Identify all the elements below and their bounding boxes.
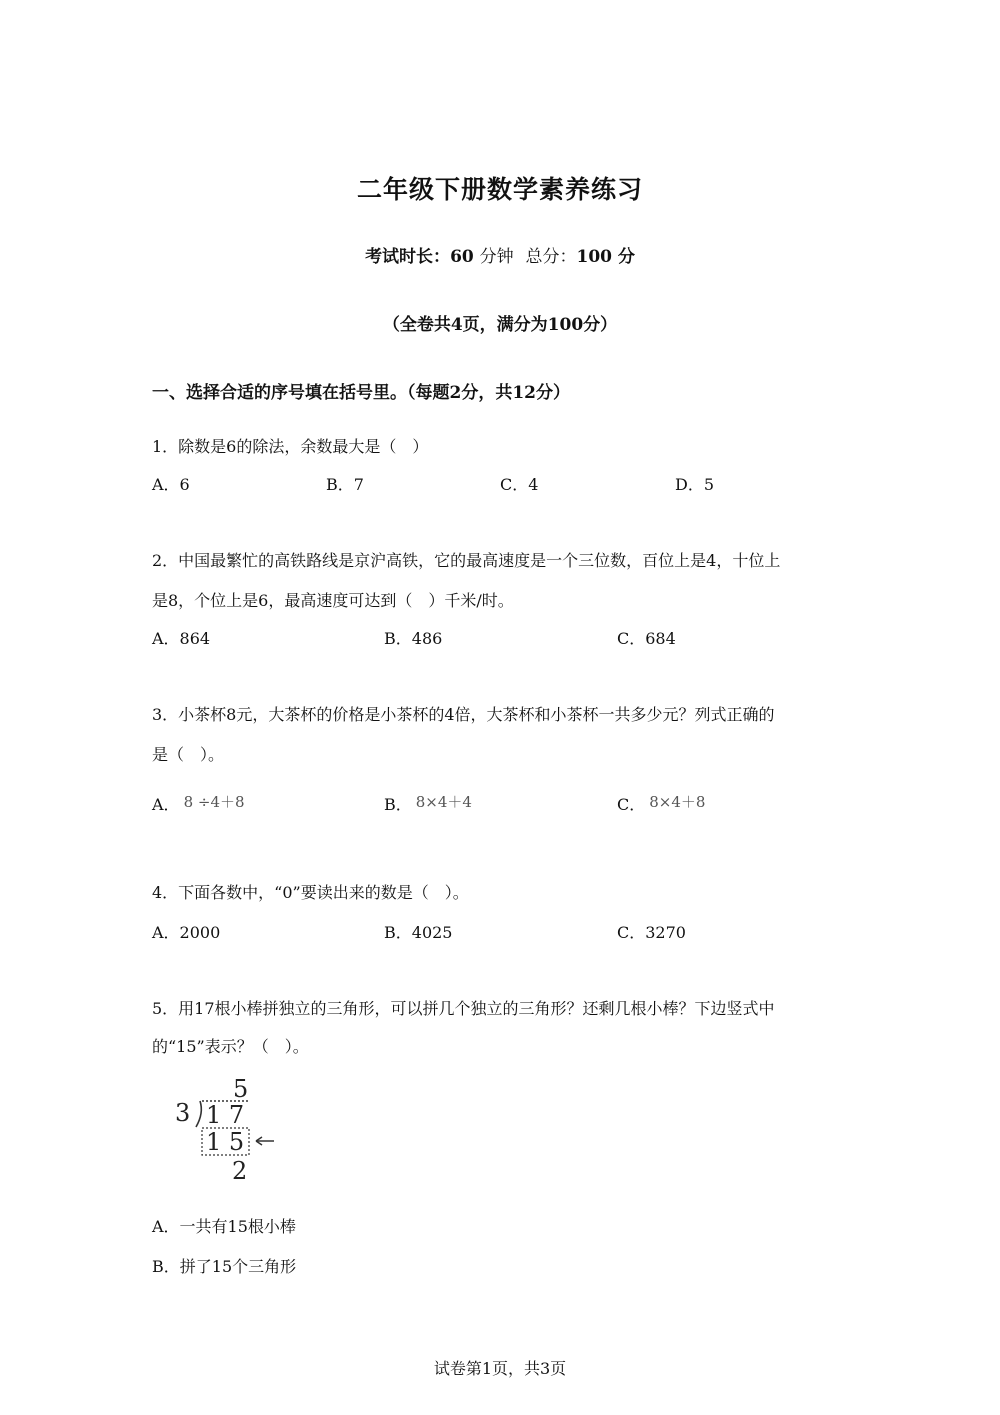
division-bracket <box>196 1101 201 1127</box>
score-label: 总分： <box>525 247 577 267</box>
duration-unit: 分钟 <box>479 247 514 267</box>
page-footer: 试卷第1页，共3页 <box>433 1359 567 1378</box>
q4-option-c: C．3270 <box>617 923 686 942</box>
question-5-line-2: 的“15”表示？（ ）。 <box>152 1037 309 1056</box>
q1-option-c: C．4 <box>500 475 539 494</box>
q3-option-b <box>384 792 472 815</box>
division-divisor: 3 <box>175 1099 191 1127</box>
q5-option-a: A．一共有15根小棒 <box>152 1217 296 1236</box>
long-division-figure <box>170 1075 290 1185</box>
question-2-line-2: 是8，个位上是6，最高速度可达到（ ）千米/时。 <box>152 591 514 610</box>
page-title: 二年级下册数学素养练习 <box>356 175 643 204</box>
q3-option-a <box>152 792 245 815</box>
q3-option-c-formula: 8×4＋8 <box>649 793 706 811</box>
q2-option-a: A．864 <box>152 629 211 648</box>
q3-option-c-label: C． <box>617 795 646 814</box>
duration-label: 考试时长： <box>365 247 451 267</box>
question-1-text: 1．除数是6的除法，余数最大是（ ） <box>152 437 429 456</box>
q2-option-c: C．684 <box>617 629 676 648</box>
division-product: 1 5 <box>206 1128 245 1156</box>
division-dividend: 1 7 <box>206 1101 245 1129</box>
question-5-line-1: 5．用17根小棒拼独立的三角形，可以拼几个独立的三角形？还剩几根小棒？下边竖式中 <box>152 999 775 1018</box>
q4-option-a: A．2000 <box>152 923 221 942</box>
duration-value: 60 <box>450 247 474 267</box>
q5-option-b: B．拼了15个三角形 <box>152 1257 297 1276</box>
score-value: 100 <box>576 247 612 267</box>
q2-option-b: B．486 <box>384 629 443 648</box>
question-2-line-1: 2．中国最繁忙的高铁路线是京沪高铁，它的最高速度是一个三位数，百位上是4，十位上 <box>152 551 781 570</box>
q3-option-a-formula: 8 ÷4＋8 <box>183 793 245 811</box>
score-unit: 分 <box>617 247 635 267</box>
q1-option-d: D．5 <box>675 475 715 494</box>
q3-option-b-label: B． <box>384 795 412 814</box>
q1-option-a: A．6 <box>152 475 190 494</box>
question-3-line-1: 3．小茶杯8元，大茶杯的价格是小茶杯的4倍，大茶杯和小茶杯一共多少元？列式正确的 <box>152 705 775 724</box>
q4-option-b: B．4025 <box>384 923 453 942</box>
q3-option-a-label: A． <box>152 795 180 814</box>
q3-option-b-formula: 8×4＋4 <box>415 793 472 811</box>
division-remainder: 2 <box>232 1157 248 1185</box>
section-heading: 一、选择合适的序号填在括号里。（每题2分，共12分） <box>152 383 570 403</box>
exam-note: （全卷共4页，满分为100分） <box>382 315 618 335</box>
question-3-line-2: 是（ ）。 <box>152 745 225 764</box>
q1-option-b: B．7 <box>326 475 364 494</box>
exam-info <box>0 242 1000 267</box>
question-4-text: 4．下面各数中，“0”要读出来的数是（ ）。 <box>152 883 469 902</box>
q3-option-c <box>617 792 705 815</box>
division-quotient: 5 <box>233 1075 249 1103</box>
